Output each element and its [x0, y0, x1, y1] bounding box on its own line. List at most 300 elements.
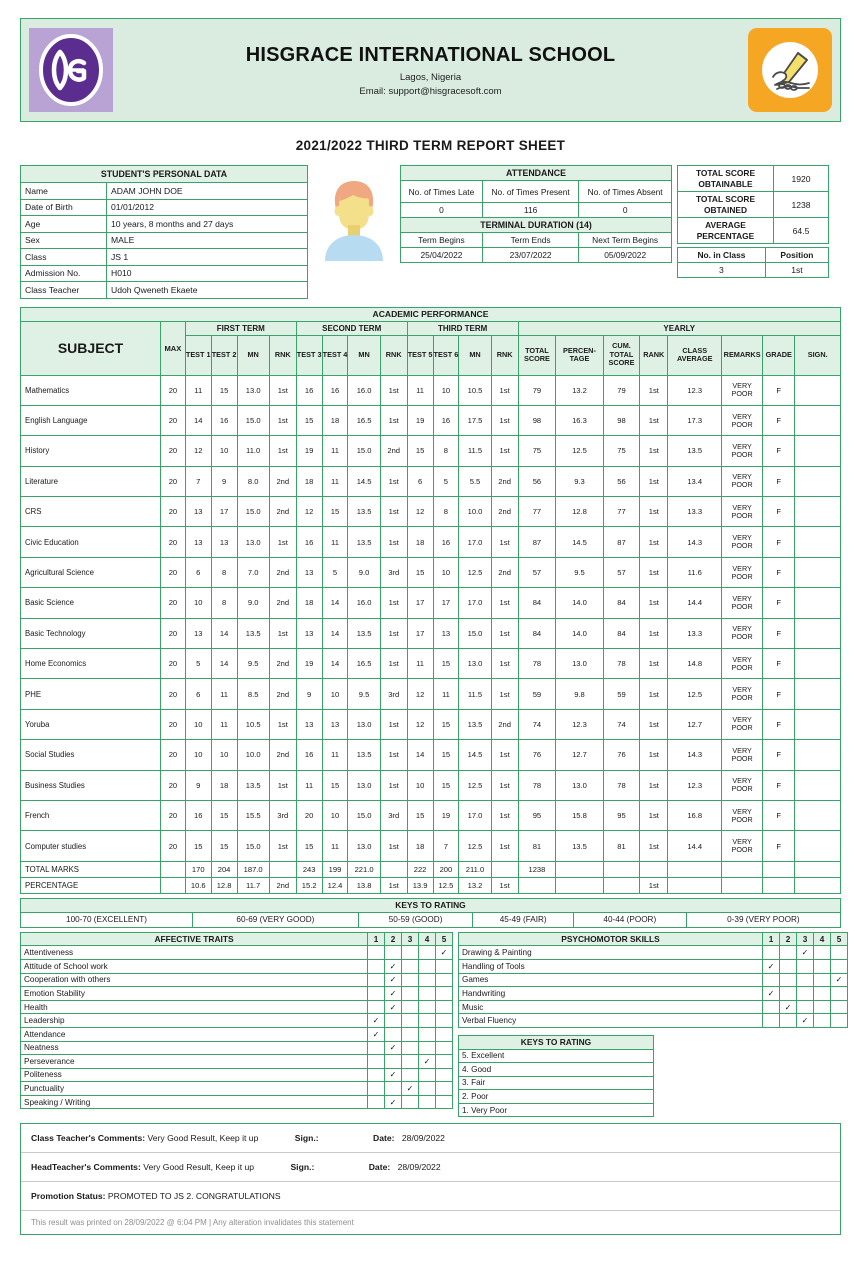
- psychomotor-skill-score-5[interactable]: [831, 1000, 848, 1014]
- col-header-mn3: MN: [459, 335, 491, 375]
- cell-rnk1: 2nd: [269, 740, 296, 770]
- affective-trait-score-1[interactable]: [368, 1095, 385, 1109]
- psychomotor-skill-score-5[interactable]: [831, 946, 848, 960]
- affective-trait-name: Perseverance: [21, 1055, 368, 1069]
- psychomotor-skill-score-2[interactable]: [780, 959, 797, 973]
- cell-total: 59: [518, 679, 556, 709]
- cell-rnk2: 1st: [380, 375, 407, 405]
- affective-trait-score-4[interactable]: [419, 1000, 436, 1014]
- affective-trait-score-1[interactable]: [368, 946, 385, 960]
- col-header-rank: RANK: [640, 335, 668, 375]
- affective-trait-score-4[interactable]: [419, 1095, 436, 1109]
- cell-t6: 12.5: [433, 877, 459, 893]
- cell-grade: F: [763, 800, 795, 830]
- psychomotor-skill-score-2[interactable]: [780, 987, 797, 1001]
- subject-name: Social Studies: [21, 740, 161, 770]
- affective-trait-score-2[interactable]: [385, 1055, 402, 1069]
- col-header-test3: TEST 3: [296, 335, 322, 375]
- academic-performance-body: [21, 375, 841, 893]
- cell-sign: [795, 375, 841, 405]
- affective-trait-score-4[interactable]: [419, 1041, 436, 1055]
- class-teacher-date-value: 28/09/2022: [401, 1133, 445, 1144]
- affective-trait-score-3[interactable]: [402, 1068, 419, 1082]
- affective-trait-score-4[interactable]: [419, 946, 436, 960]
- psychomotor-skill-score-5[interactable]: [831, 987, 848, 1001]
- check-icon: ✓: [389, 1070, 397, 1080]
- subject-name: History: [21, 436, 161, 466]
- cell-mn1: 15.0: [237, 497, 269, 527]
- psychomotor-skill-score-1[interactable]: [763, 946, 780, 960]
- cell-t5: 6: [407, 466, 433, 496]
- table-row: [21, 199, 308, 216]
- affective-trait-score-1[interactable]: [368, 987, 385, 1001]
- affective-trait-score-5[interactable]: [436, 1014, 453, 1028]
- cell-rnk1: 2nd: [269, 588, 296, 618]
- table-row: [21, 282, 308, 299]
- total-score-obtained-value: 1238: [774, 192, 829, 218]
- cell-rank: 1st: [640, 679, 668, 709]
- school-location: Lagos, Nigeria: [399, 71, 462, 83]
- table-row: [459, 987, 848, 1001]
- cell-t2: 10: [211, 436, 237, 466]
- affective-trait-score-5[interactable]: [436, 959, 453, 973]
- affective-trait-score-3[interactable]: [402, 1027, 419, 1041]
- psychomotor-skill-name: Handwriting: [459, 987, 763, 1001]
- affective-trait-score-2[interactable]: [385, 1027, 402, 1041]
- cell-max: 20: [161, 679, 186, 709]
- cell-rnk1: 2nd: [269, 497, 296, 527]
- cell-mn3: 11.5: [459, 436, 491, 466]
- cell-max: 20: [161, 557, 186, 587]
- affective-trait-score-3[interactable]: [402, 973, 419, 987]
- school-masthead: [20, 18, 841, 122]
- affective-trait-score-1[interactable]: [368, 1000, 385, 1014]
- psychomotor-skill-score-3[interactable]: [797, 973, 814, 987]
- cell-rnk1: [269, 861, 296, 877]
- student-info-strip: [20, 165, 841, 299]
- cell-t1: 16: [185, 800, 211, 830]
- cell-grade: F: [763, 831, 795, 861]
- psychomotor-skill-score-4[interactable]: [814, 1000, 831, 1014]
- term-begins-value: 25/04/2022: [401, 248, 483, 263]
- affective-trait-score-2[interactable]: [385, 987, 402, 1001]
- cell-rnk1: 1st: [269, 618, 296, 648]
- cell-avg: 12.5: [668, 679, 722, 709]
- academic-performance-title: ACADEMIC PERFORMANCE: [21, 307, 841, 321]
- cell-rnk3: 1st: [491, 740, 518, 770]
- affective-trait-score-2[interactable]: [385, 1000, 402, 1014]
- table-row: [21, 249, 308, 266]
- affective-trait-score-5[interactable]: [436, 946, 453, 960]
- psychomotor-skill-score-5[interactable]: [831, 973, 848, 987]
- cell-mn2: 16.5: [348, 649, 380, 679]
- cell-total: 76: [518, 740, 556, 770]
- cell-mn2: 9.0: [348, 557, 380, 587]
- cell-rank: 1st: [640, 649, 668, 679]
- cell-cum: 95: [603, 800, 640, 830]
- affective-trait-score-5[interactable]: [436, 973, 453, 987]
- cell-total: 56: [518, 466, 556, 496]
- cell-sign: [795, 436, 841, 466]
- check-icon: ✓: [389, 975, 397, 985]
- cell-t6: 16: [433, 527, 459, 557]
- affective-trait-score-3[interactable]: [402, 1000, 419, 1014]
- affective-trait-score-2[interactable]: [385, 1068, 402, 1082]
- psychomotor-scale-1: 1: [763, 932, 780, 946]
- keys-to-rating-table: [20, 898, 841, 928]
- personal-data-table: [20, 165, 308, 299]
- cell-rnk3: 1st: [491, 375, 518, 405]
- summary-row-label: PERCENTAGE: [21, 877, 161, 893]
- cell-total: 84: [518, 588, 556, 618]
- col-header-total-score: TOTAL SCORE: [518, 335, 556, 375]
- affective-trait-score-3[interactable]: [402, 946, 419, 960]
- affective-trait-score-2[interactable]: [385, 1095, 402, 1109]
- cell-mn3: 12.5: [459, 831, 491, 861]
- psychomotor-skill-score-2[interactable]: [780, 1014, 797, 1028]
- cell-rnk3: [491, 861, 518, 877]
- affective-traits-block: [20, 932, 452, 1110]
- affective-trait-score-2[interactable]: [385, 973, 402, 987]
- cell-max: 20: [161, 497, 186, 527]
- position-value: 1st: [765, 263, 828, 278]
- cell-total: 84: [518, 618, 556, 648]
- cell-t3: 9: [296, 679, 322, 709]
- academic-performance-section: [20, 307, 841, 894]
- affective-trait-name: Emotion Stability: [21, 987, 368, 1001]
- affective-trait-score-2[interactable]: [385, 959, 402, 973]
- cell-avg: [668, 861, 722, 877]
- cell-pct: 15.8: [556, 800, 603, 830]
- cell-remarks: [722, 877, 763, 893]
- cell-grade: F: [763, 557, 795, 587]
- col-header-sign: SIGN.: [795, 335, 841, 375]
- cell-t3: 13: [296, 618, 322, 648]
- affective-trait-score-1[interactable]: [368, 1041, 385, 1055]
- cell-avg: 13.3: [668, 497, 722, 527]
- affective-trait-score-4[interactable]: [419, 1082, 436, 1096]
- cell-remarks: VERY POOR: [722, 618, 763, 648]
- promotion-status-row: [21, 1182, 840, 1211]
- head-teacher-sign-label: Sign.:: [290, 1162, 315, 1173]
- psychomotor-skill-score-1[interactable]: [763, 1014, 780, 1028]
- cell-t4: 199: [322, 861, 348, 877]
- personal-value-class-teacher: Udoh Qweneth Ekaete: [107, 282, 308, 299]
- affective-trait-score-4[interactable]: [419, 1068, 436, 1082]
- second-term-group-header: SECOND TERM: [296, 321, 407, 335]
- cell-t4: 13: [322, 709, 348, 739]
- cell-pct: 13.2: [556, 375, 603, 405]
- rating-legend-2: 2. Poor: [459, 1090, 654, 1104]
- affective-trait-score-1[interactable]: [368, 1055, 385, 1069]
- affective-scale-5: 5: [436, 932, 453, 946]
- cell-mn1: 13.5: [237, 618, 269, 648]
- attendance-block: [400, 165, 672, 263]
- table-row: [21, 436, 841, 466]
- subject-name: Yoruba: [21, 709, 161, 739]
- table-row: [21, 709, 841, 739]
- subject-name: Computer studies: [21, 831, 161, 861]
- cell-rank: 1st: [640, 557, 668, 587]
- cell-max: 20: [161, 527, 186, 557]
- table-row: [21, 987, 453, 1001]
- affective-trait-score-5[interactable]: [436, 1068, 453, 1082]
- cell-t1: 15: [185, 831, 211, 861]
- table-row: [678, 248, 829, 263]
- traits-section: [20, 932, 841, 1118]
- cell-max: 20: [161, 375, 186, 405]
- cell-rnk2: 1st: [380, 618, 407, 648]
- affective-trait-score-1[interactable]: [368, 1027, 385, 1041]
- affective-trait-score-3[interactable]: [402, 959, 419, 973]
- affective-trait-score-3[interactable]: [402, 1041, 419, 1055]
- table-row: [21, 973, 453, 987]
- affective-trait-score-4[interactable]: [419, 973, 436, 987]
- psychomotor-skill-score-1[interactable]: [763, 973, 780, 987]
- affective-trait-score-1[interactable]: [368, 959, 385, 973]
- affective-trait-score-3[interactable]: [402, 1082, 419, 1096]
- cell-max: 20: [161, 405, 186, 435]
- cell-t1: 11: [185, 375, 211, 405]
- rating-legend-table: [458, 1035, 654, 1118]
- attendance-header-present: No. of Times Present: [482, 181, 578, 203]
- affective-trait-score-5[interactable]: [436, 1095, 453, 1109]
- affective-trait-score-5[interactable]: [436, 1027, 453, 1041]
- cell-mn2: 13.0: [348, 770, 380, 800]
- personal-key: Admission No.: [21, 265, 107, 282]
- cell-cum: 84: [603, 588, 640, 618]
- affective-trait-score-5[interactable]: [436, 1082, 453, 1096]
- cell-cum: 75: [603, 436, 640, 466]
- table-row: [21, 1041, 453, 1055]
- affective-trait-score-4[interactable]: [419, 987, 436, 1001]
- yearly-group-header: YEARLY: [518, 321, 840, 335]
- affective-trait-score-3[interactable]: [402, 987, 419, 1001]
- affective-trait-score-1[interactable]: [368, 1014, 385, 1028]
- cell-t2: 12.8: [211, 877, 237, 893]
- table-row: [21, 946, 453, 960]
- psychomotor-skill-score-4[interactable]: [814, 973, 831, 987]
- psychomotor-skill-score-5[interactable]: [831, 959, 848, 973]
- head-teacher-comment-label: HeadTeacher's Comments:: [31, 1162, 141, 1173]
- psychomotor-skill-score-1[interactable]: [763, 959, 780, 973]
- class-teacher-comment-value: Very Good Result, Keep it up: [147, 1133, 259, 1144]
- affective-trait-score-4[interactable]: [419, 959, 436, 973]
- rating-legend-5: 5. Excellent: [459, 1049, 654, 1063]
- affective-trait-score-1[interactable]: [368, 973, 385, 987]
- cell-rnk3: 1st: [491, 618, 518, 648]
- cell-total: 95: [518, 800, 556, 830]
- cell-avg: 12.3: [668, 375, 722, 405]
- cell-rnk1: 2nd: [269, 679, 296, 709]
- cell-grade: F: [763, 497, 795, 527]
- psychomotor-skill-score-2[interactable]: [780, 1000, 797, 1014]
- cell-mn1: 9.5: [237, 649, 269, 679]
- cell-max: 20: [161, 770, 186, 800]
- affective-trait-score-2[interactable]: [385, 1014, 402, 1028]
- affective-trait-score-2[interactable]: [385, 1082, 402, 1096]
- affective-trait-score-4[interactable]: [419, 1055, 436, 1069]
- affective-trait-score-3[interactable]: [402, 1055, 419, 1069]
- affective-trait-score-1[interactable]: [368, 1082, 385, 1096]
- cell-grade: F: [763, 588, 795, 618]
- affective-trait-score-4[interactable]: [419, 1027, 436, 1041]
- affective-trait-name: Punctuality: [21, 1082, 368, 1096]
- col-header-percentage: PERCEN-TAGE: [556, 335, 603, 375]
- cell-remarks: VERY POOR: [722, 740, 763, 770]
- personal-key: Sex: [21, 232, 107, 249]
- promotion-status-value: PROMOTED TO JS 2. CONGRATULATIONS: [107, 1191, 281, 1202]
- affective-trait-score-5[interactable]: [436, 1041, 453, 1055]
- personal-key: Class Teacher: [21, 282, 107, 299]
- psychomotor-skill-score-3[interactable]: [797, 1014, 814, 1028]
- affective-trait-score-2[interactable]: [385, 1041, 402, 1055]
- cell-mn1: 8.0: [237, 466, 269, 496]
- table-row: [678, 166, 829, 192]
- cell-t2: 14: [211, 618, 237, 648]
- cell-mn2: 16.5: [348, 405, 380, 435]
- list-item: [459, 1076, 654, 1090]
- psychomotor-skill-score-1[interactable]: [763, 1000, 780, 1014]
- cell-remarks: VERY POOR: [722, 770, 763, 800]
- psychomotor-skill-score-3[interactable]: [797, 1000, 814, 1014]
- affective-trait-score-1[interactable]: [368, 1068, 385, 1082]
- cell-mn3: 12.5: [459, 770, 491, 800]
- psychomotor-skill-score-4[interactable]: [814, 959, 831, 973]
- cell-rnk1: 1st: [269, 831, 296, 861]
- cell-cum: 57: [603, 557, 640, 587]
- col-header-remarks: REMARKS: [722, 335, 763, 375]
- cell-t4: 14: [322, 588, 348, 618]
- col-header-grade: GRADE: [763, 335, 795, 375]
- psychomotor-skill-score-4[interactable]: [814, 987, 831, 1001]
- affective-trait-score-5[interactable]: [436, 987, 453, 1001]
- cell-rnk2: 1st: [380, 527, 407, 557]
- cell-t5: 11: [407, 375, 433, 405]
- cell-pct: [556, 861, 603, 877]
- cell-mn1: 187.0: [237, 861, 269, 877]
- cell-sign: [795, 831, 841, 861]
- cell-t4: 16: [322, 375, 348, 405]
- personal-value-class: JS 1: [107, 249, 308, 266]
- cell-sign: [795, 800, 841, 830]
- cell-mn3: 17.0: [459, 588, 491, 618]
- cell-max: [161, 861, 186, 877]
- cell-rnk2: 2nd: [380, 436, 407, 466]
- personal-value-name: ADAM JOHN DOE: [107, 183, 308, 200]
- cell-grade: F: [763, 527, 795, 557]
- psychomotor-skill-score-1[interactable]: [763, 987, 780, 1001]
- cell-mn1: 15.0: [237, 831, 269, 861]
- cell-mn1: 9.0: [237, 588, 269, 618]
- cell-rnk1: 1st: [269, 405, 296, 435]
- cell-max: 20: [161, 618, 186, 648]
- cell-t3: 13: [296, 557, 322, 587]
- cell-rnk3: 1st: [491, 800, 518, 830]
- table-row: [678, 192, 829, 218]
- cell-grade: F: [763, 649, 795, 679]
- psychomotor-skill-score-4[interactable]: [814, 1014, 831, 1028]
- cell-t3: 16: [296, 740, 322, 770]
- col-header-test2: TEST 2: [211, 335, 237, 375]
- cell-total: 1238: [518, 861, 556, 877]
- cell-cum: 79: [603, 375, 640, 405]
- attendance-value-absent: 0: [579, 203, 672, 218]
- cell-mn2: 14.5: [348, 466, 380, 496]
- cell-rnk3: 2nd: [491, 497, 518, 527]
- cell-mn1: 7.0: [237, 557, 269, 587]
- cell-pct: 12.8: [556, 497, 603, 527]
- table-row: [21, 912, 841, 927]
- cell-mn1: 10.0: [237, 740, 269, 770]
- cell-sign: [795, 618, 841, 648]
- cell-t5: 14: [407, 740, 433, 770]
- psychomotor-skill-score-5[interactable]: [831, 1014, 848, 1028]
- affective-trait-name: Politeness: [21, 1068, 368, 1082]
- affective-trait-score-4[interactable]: [419, 1014, 436, 1028]
- cell-remarks: VERY POOR: [722, 649, 763, 679]
- cell-t2: 15: [211, 375, 237, 405]
- affective-trait-score-3[interactable]: [402, 1095, 419, 1109]
- cell-mn2: 13.5: [348, 527, 380, 557]
- psychomotor-skill-score-4[interactable]: [814, 946, 831, 960]
- psychomotor-block: [458, 932, 847, 1118]
- total-score-obtainable-value: 1920: [774, 166, 829, 192]
- cell-t6: 19: [433, 800, 459, 830]
- personal-key: Age: [21, 216, 107, 233]
- affective-trait-score-2[interactable]: [385, 946, 402, 960]
- cell-t4: 11: [322, 436, 348, 466]
- affective-trait-score-5[interactable]: [436, 1000, 453, 1014]
- cell-rnk3: 2nd: [491, 557, 518, 587]
- cell-t5: 17: [407, 588, 433, 618]
- affective-trait-score-3[interactable]: [402, 1014, 419, 1028]
- subject-name: Basic Technology: [21, 618, 161, 648]
- affective-trait-name: Neatness: [21, 1041, 368, 1055]
- psychomotor-scale-4: 4: [814, 932, 831, 946]
- psychomotor-skill-score-3[interactable]: [797, 959, 814, 973]
- cell-t5: 222: [407, 861, 433, 877]
- cell-rnk2: 1st: [380, 466, 407, 496]
- cell-avg: 11.6: [668, 557, 722, 587]
- cell-sign: [795, 770, 841, 800]
- cell-t6: 5: [433, 466, 459, 496]
- cell-pct: 13.5: [556, 831, 603, 861]
- score-summary-block: [677, 165, 829, 278]
- psychomotor-skill-score-2[interactable]: [780, 946, 797, 960]
- psychomotor-skill-score-3[interactable]: [797, 987, 814, 1001]
- col-header-test1: TEST 1: [185, 335, 211, 375]
- cell-t2: 16: [211, 405, 237, 435]
- cell-rnk2: [380, 861, 407, 877]
- cell-remarks: VERY POOR: [722, 831, 763, 861]
- psychomotor-skill-score-2[interactable]: [780, 973, 797, 987]
- cell-mn3: 14.5: [459, 740, 491, 770]
- first-term-group-header: FIRST TERM: [185, 321, 296, 335]
- cell-rnk2: 1st: [380, 497, 407, 527]
- cell-rnk3: 1st: [491, 770, 518, 800]
- psychomotor-skill-score-3[interactable]: [797, 946, 814, 960]
- cell-pct: 12.7: [556, 740, 603, 770]
- affective-trait-score-5[interactable]: [436, 1055, 453, 1069]
- table-row: [21, 1027, 453, 1041]
- cell-t2: 17: [211, 497, 237, 527]
- cell-rnk2: 3rd: [380, 800, 407, 830]
- comments-section: [20, 1123, 841, 1235]
- cell-rank: [640, 861, 668, 877]
- affective-trait-name: Attendance: [21, 1027, 368, 1041]
- cell-rank: 1st: [640, 588, 668, 618]
